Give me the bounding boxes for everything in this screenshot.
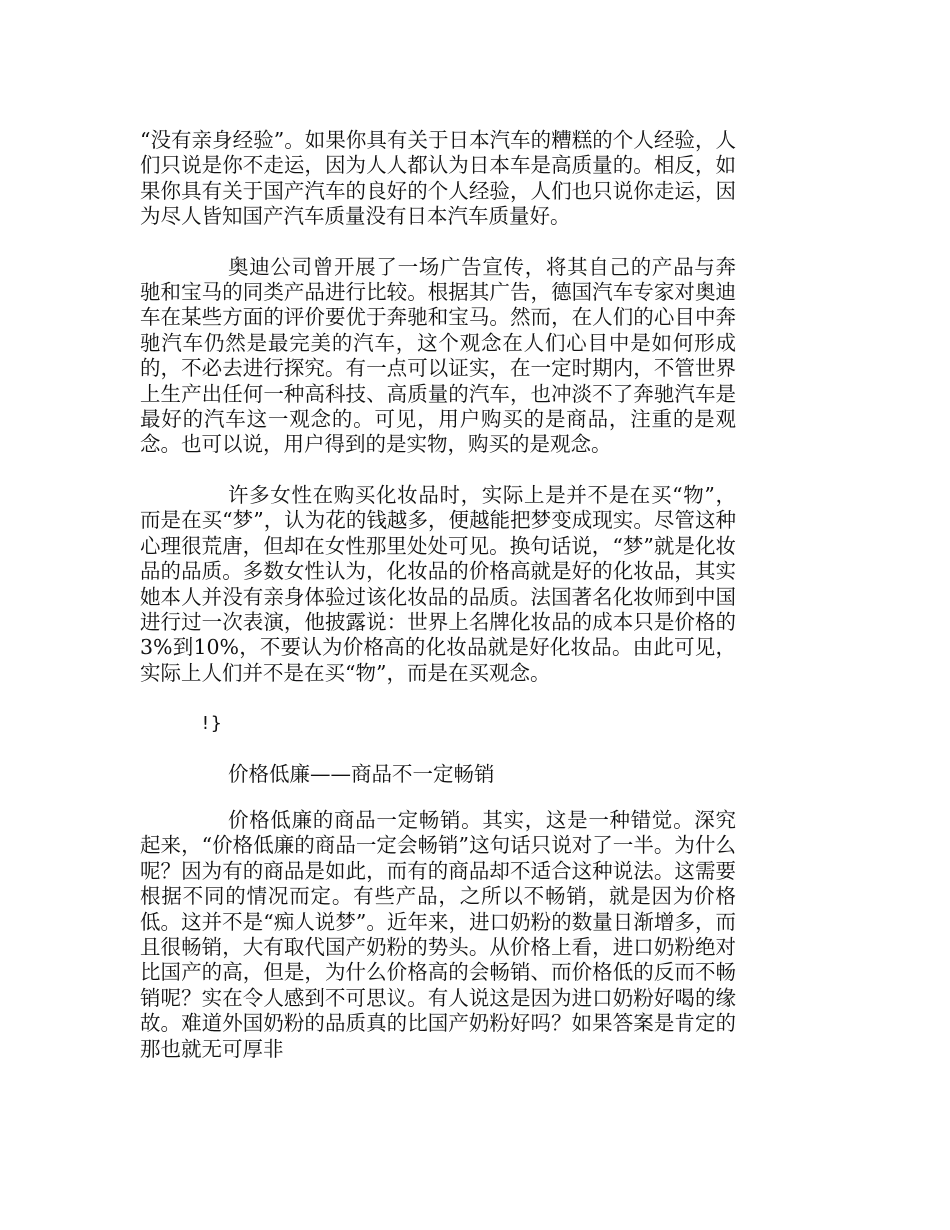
stray-mark: !} [200, 713, 222, 735]
paragraph-low-price: 价格低廉的商品一定畅销。其实，这是一种错觉。深究起来，“价格低廉的商品一定会畅销”这句话只说对了一半。为什么呢？因为有的商品是如此，而有的商品却不适合这种说法。这需要根据不同的情况而定。有些产品，之所以不畅销，就是因为价格低。这并不是“痴人说梦”。近年来，进口奶粉的数量日渐增多，而且很畅销，大有取代国产奶粉的势头。从价格上看，进口奶粉绝对比国产的高，但是，为什么价格高的会畅销、而价格低的反而不畅销呢？实在令人感到不可思议。有人说这是因为进口奶粉好喝的缘故。难道外国奶粉的品质真的比国产奶粉好吗？如果答案是肯定的那也就无可厚非 [140, 807, 736, 1061]
paragraph-audi-advertising: 奥迪公司曾开展了一场广告宣传，将其自己的产品与奔驰和宝马的同类产品进行比较。根据其广告，德国汽车专家对奥迪车在某些方面的评价要优于奔驰和宝马。然而，在人们的心目中奔驰汽车仍然是最完美的汽车，这个观念在人们心目中是如何形成的，不必去进行探究。有一点可以证实，在一定时期内，不管世界上生产出任何一种高科技、高质量的汽车，也冲淡不了奔驰汽车是最好的汽车这一观念的。可见，用户购买的是商品，注重的是观念。也可以说，用户得到的是实物，购买的是观念。 [140, 254, 736, 457]
paragraph-cosmetics: 许多女性在购买化妆品时，实际上是并不是在买“物”，而是在买“梦”，认为花的钱越多，便越能把梦变成现实。尽管这种心理很荒唐，但却在女性那里处处可见。换句话说，“梦”就是化妆品的品质。多数女性认为，化妆品的价格高就是好的化妆品，其实她本人并没有亲身体验过该化妆品的品质。法国著名化妆师到中国进行过一次表演，他披露说：世界上名牌化妆品的成本只是价格的3%到10%，不要认为价格高的化妆品就是好化妆品。由此可见，实际上人们并不是在买“物”，而是在买观念。 [140, 482, 736, 685]
section-heading: 价格低廉——商品不一定畅销 [228, 761, 495, 786]
document-page [140, 128, 736, 1087]
paragraph-car-experience: “没有亲身经验”。如果你具有关于日本汽车的糟糕的个人经验，人们只说是你不走运，因为人人都认为日本车是高质量的。相反，如果你具有关于国产汽车的良好的个人经验，人们也只说你走运，因为尽人皆知国产汽车质量没有日本汽车质量好。 [140, 128, 736, 229]
